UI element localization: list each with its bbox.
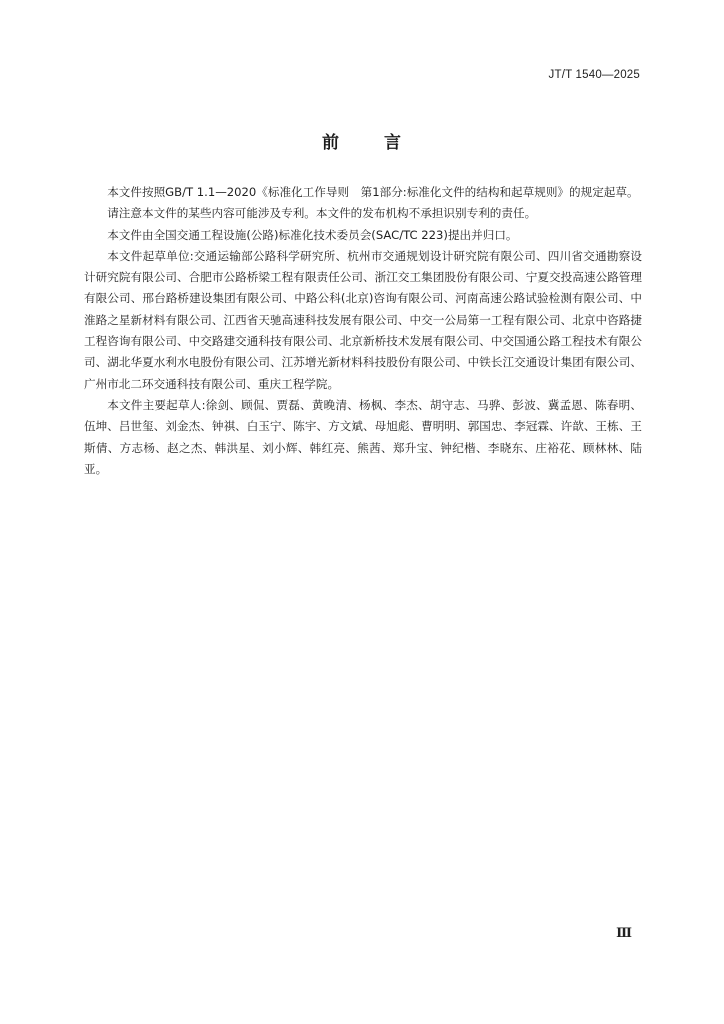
standard-code: JT/T 1540—2025 xyxy=(548,69,640,81)
page-title xyxy=(0,128,724,153)
paragraph-patent-notice: 请注意本文件的某些内容可能涉及专利。本文件的发布机构不承担识别专利的责任。 xyxy=(107,206,537,221)
page-number: Ⅲ xyxy=(616,926,632,941)
paragraph-drafters: 本文件主要起草人:徐剑、顾侃、贾磊、黄晚清、杨枫、李杰、胡守志、马骅、彭波、冀孟恩、陈春明、伍坤、吕世玺、刘金杰、钟祺、白玉宁、陈宇、方文斌、母旭彪、曹明明、郭国忠、李冠霖、许歆、王栋、王斯倩、方志杨、赵之杰、韩洪星、刘小辉、韩红亮、熊茜、郑升宝、钟纪楷、李晓东、庄裕花、顾林林、陆亚。 xyxy=(84,397,642,476)
paragraph-drafting-rules: 本文件按照GB/T 1.1—2020《标准化工作导则 第1部分:标准化文件的结构和起草规则》的规定起草。 xyxy=(107,185,639,199)
title-char-1: 前 xyxy=(322,133,340,153)
foreword-body xyxy=(84,182,642,480)
paragraph-drafting-units: 本文件起草单位:交通运输部公路科学研究所、杭州市交通规划设计研究院有限公司、四川省交通勘察设计研究院有限公司、合肥市公路桥梁工程有限责任公司、浙江交工集团股份有限公司、宁夏交投高速公路管理有限公司、邢台路桥建设集团有限公司、中路公科(北京)咨询有限公司、河南高速公路试验检测有限公司、中淮路之星新材料有限公司、江西省天驰高速科技发展有限公司、中交一公局第一工程有限公司、北京中咨路捷工程咨询有限公司、中交路建交通科技有限公司、北京新桥技术发展有限公司、中交国通公路工程技术有限公司、湖北华夏水利水电股份有限公司、江苏增光新材料科技股份有限公司、中铁长江交通设计集团有限公司、广州市北二环交通科技有限公司、重庆工程学院。 xyxy=(84,248,642,391)
title-char-2: 言 xyxy=(384,133,402,153)
paragraph-proposer: 本文件由全国交通工程设施(公路)标准化技术委员会(SAC/TC 223)提出并归口。 xyxy=(107,227,518,242)
